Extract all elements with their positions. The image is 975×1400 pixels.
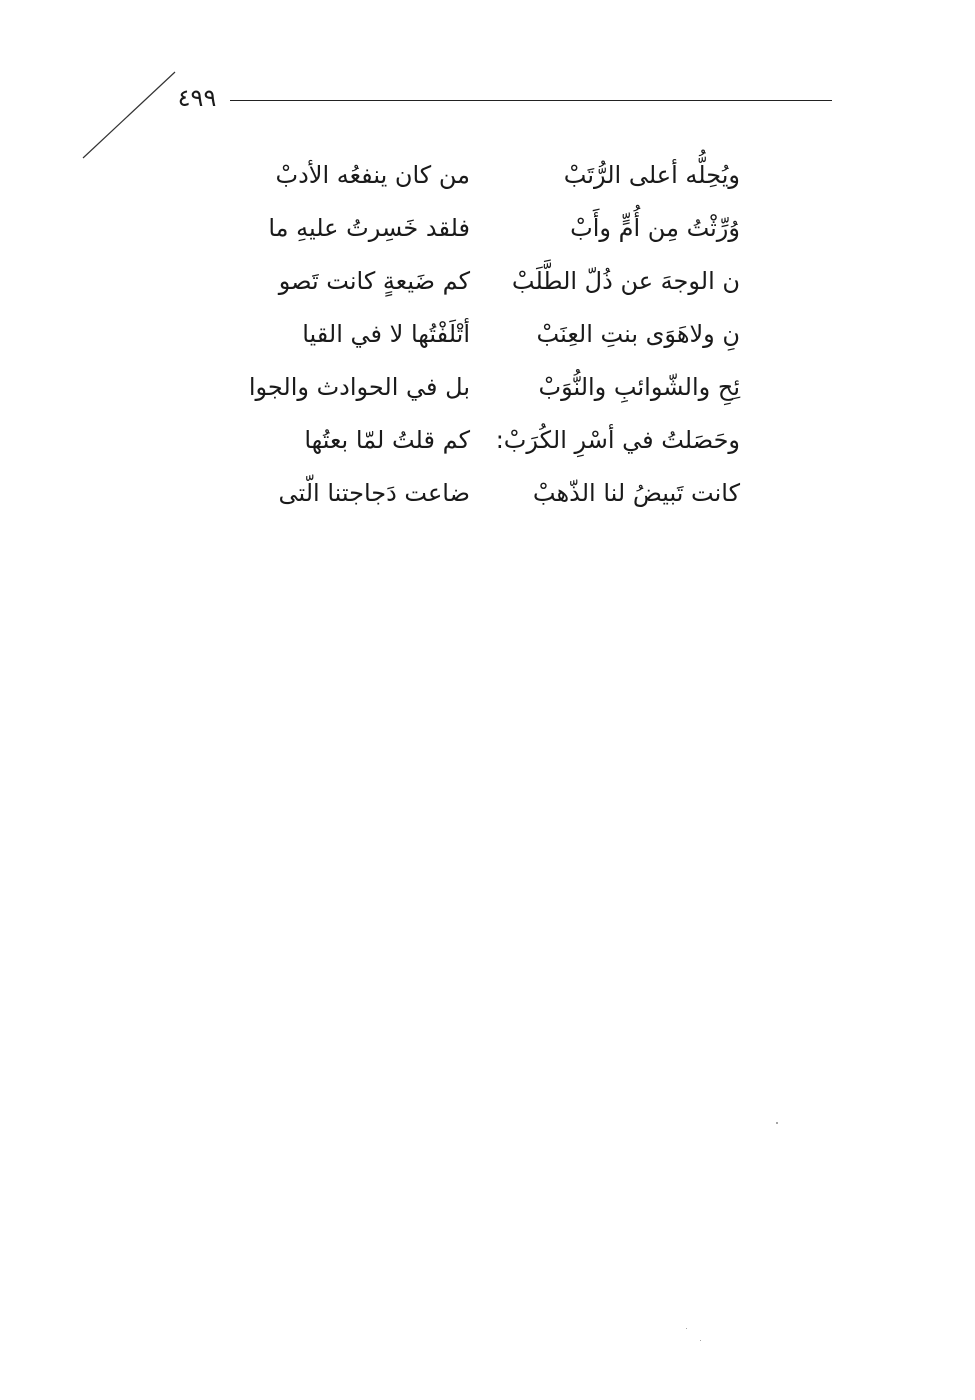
verse-second-hemistich: ويُحِلُّه أعلى الرُّتَبْ bbox=[563, 160, 740, 189]
verse bbox=[250, 148, 740, 201]
verse-first-hemistich: فلقد خَسِرتُ عليهِ ما bbox=[268, 213, 470, 242]
verse-second-hemistich: ئِحِ والشّوائبِ والنُّوَبْ bbox=[538, 372, 740, 401]
corner-diagonal-mark bbox=[80, 70, 180, 160]
verse-second-hemistich: نِ ولاهَوَى بنتِ العِنَبْ bbox=[536, 319, 740, 348]
verse-first-hemistich: بل في الحوادث والجوا bbox=[248, 372, 470, 401]
verse-second-hemistich: كانت تَبيضُ لنا الذّهبْ bbox=[532, 478, 740, 507]
poem bbox=[250, 148, 740, 519]
verse-second-hemistich: وحَصَلتُ في أسْرِ الكُرَبْ: bbox=[495, 425, 740, 454]
verse-first-hemistich: كم قلتُ لمّا بعتُها bbox=[304, 425, 470, 454]
scan-speck bbox=[700, 1340, 701, 1341]
header-rule bbox=[230, 100, 832, 101]
verse bbox=[250, 413, 740, 466]
page-number: ٤٩٩ bbox=[177, 84, 217, 112]
verse-first-hemistich: من كان ينفعُه الأدبْ bbox=[275, 160, 470, 189]
verse-second-hemistich: وُرِّثْتُ مِن أُمٍّ وأَبْ bbox=[570, 213, 740, 242]
verse-second-hemistich: ن الوجهَ عن ذُلّ الطَّلَبْ bbox=[511, 266, 740, 295]
verse bbox=[250, 201, 740, 254]
verse bbox=[250, 466, 740, 519]
verse-first-hemistich: كم ضَيعةٍ كانت تَصو bbox=[278, 266, 470, 295]
verse bbox=[250, 254, 740, 307]
verse-first-hemistich: أتْلَفْتُها لا في القيا bbox=[302, 319, 470, 348]
verse bbox=[250, 360, 740, 413]
scan-speck bbox=[776, 1122, 778, 1124]
verse-first-hemistich: ضاعت دَجاجتنا الّتى bbox=[278, 478, 470, 507]
verse bbox=[250, 307, 740, 360]
scan-speck bbox=[686, 1328, 687, 1329]
